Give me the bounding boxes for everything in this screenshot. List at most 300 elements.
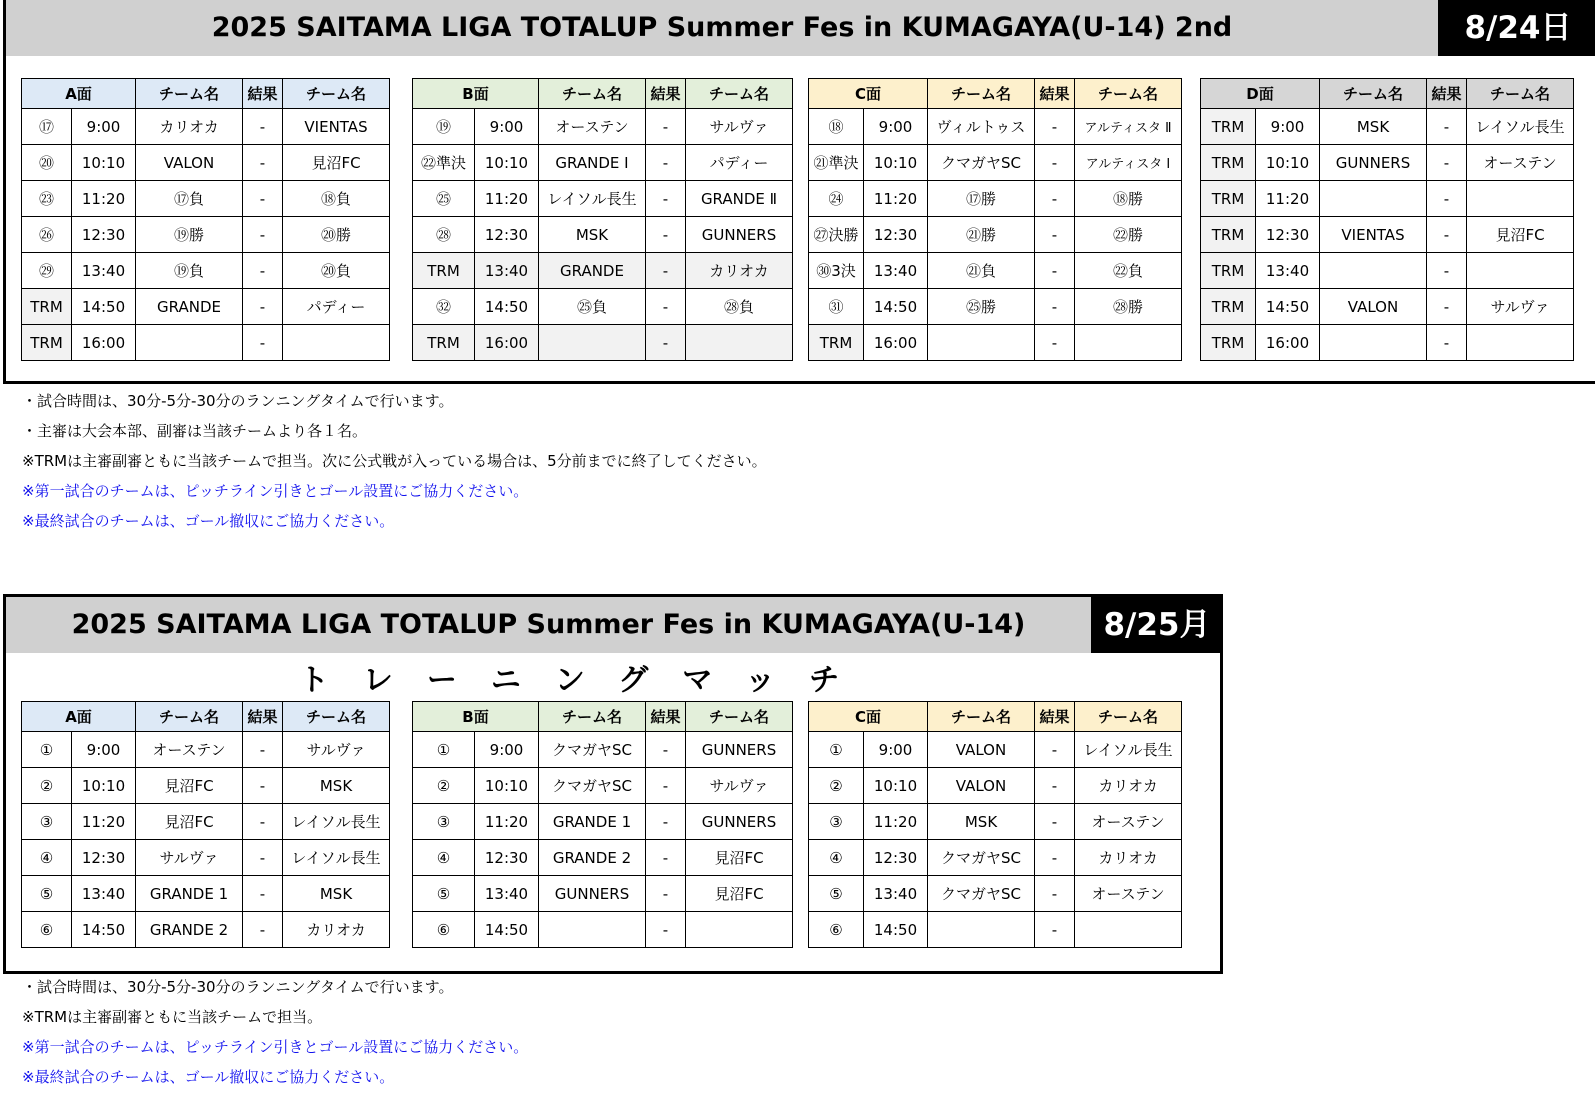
result: - xyxy=(1427,145,1467,181)
home-team xyxy=(1320,325,1427,361)
kickoff-time: 9:00 xyxy=(72,109,136,145)
away-team: サルヴァ xyxy=(1467,289,1574,325)
result: - xyxy=(1427,253,1467,289)
kickoff-time: 11:20 xyxy=(864,181,928,217)
note-line: ※TRMは主審副審ともに当該チームで担当。次に公式戦が入っている場合は、5分前までに終了してください。 xyxy=(22,452,767,470)
away-team: 見沼FC xyxy=(686,840,793,876)
home-team xyxy=(539,325,646,361)
team-header: チーム名 xyxy=(928,79,1035,109)
kickoff-time: 16:00 xyxy=(72,325,136,361)
result: - xyxy=(1035,145,1075,181)
day2-court-2-table xyxy=(808,701,1182,948)
day1-panel xyxy=(3,0,1595,384)
table-row xyxy=(809,109,1182,145)
note-line: ※第一試合のチームは、ピッチライン引きとゴール設置にご協力ください。 xyxy=(22,482,529,500)
kickoff-time: 13:40 xyxy=(1256,253,1320,289)
home-team xyxy=(928,325,1035,361)
note-line: ・主審は大会本部、副審は当該チームより各１名。 xyxy=(22,422,368,440)
match-number: ㉔ xyxy=(809,181,864,217)
kickoff-time: 10:10 xyxy=(1256,145,1320,181)
kickoff-time: 16:00 xyxy=(475,325,539,361)
table-row xyxy=(809,732,1182,768)
away-team xyxy=(1075,325,1182,361)
home-team xyxy=(928,912,1035,948)
home-team: VALON xyxy=(928,732,1035,768)
away-team: カリオカ xyxy=(283,912,390,948)
day1-court-2-table xyxy=(808,78,1182,361)
home-team: ⑲勝 xyxy=(136,217,243,253)
table-row xyxy=(22,217,390,253)
home-team: GUNNERS xyxy=(539,876,646,912)
team-header: チーム名 xyxy=(539,79,646,109)
match-number: ㉓ xyxy=(22,181,72,217)
away-team: 見沼FC xyxy=(1467,217,1574,253)
day2-court-0-table xyxy=(21,701,390,948)
result: - xyxy=(1035,804,1075,840)
table-row xyxy=(809,876,1182,912)
kickoff-time: 12:30 xyxy=(475,217,539,253)
away-team xyxy=(283,325,390,361)
table-row xyxy=(809,768,1182,804)
day1-court-0-table xyxy=(21,78,390,361)
away-team: オーステン xyxy=(1467,145,1574,181)
kickoff-time: 10:10 xyxy=(72,145,136,181)
table-row xyxy=(809,289,1182,325)
kickoff-time: 14:50 xyxy=(864,289,928,325)
table-row xyxy=(22,325,390,361)
match-number: ㉑準決 xyxy=(809,145,864,181)
away-team: サルヴァ xyxy=(686,768,793,804)
away-team: カリオカ xyxy=(686,253,793,289)
kickoff-time: 14:50 xyxy=(864,912,928,948)
match-number: ⑤ xyxy=(413,876,475,912)
day2-date: 8/25月 xyxy=(1091,597,1223,653)
result: - xyxy=(646,181,686,217)
away-team xyxy=(686,325,793,361)
kickoff-time: 12:30 xyxy=(72,217,136,253)
note-line: ※最終試合のチームは、ゴール撤収にご協力ください。 xyxy=(22,1068,395,1086)
team-header: チーム名 xyxy=(539,702,646,732)
result-header: 結果 xyxy=(1427,79,1467,109)
result: - xyxy=(646,109,686,145)
team-header: チーム名 xyxy=(1075,702,1182,732)
table-row xyxy=(413,325,793,361)
table-row xyxy=(413,732,793,768)
result: - xyxy=(646,325,686,361)
table-row xyxy=(1201,109,1574,145)
table-row xyxy=(809,912,1182,948)
team-header: チーム名 xyxy=(1467,79,1574,109)
kickoff-time: 10:10 xyxy=(72,768,136,804)
day1-court-3-table xyxy=(1200,78,1574,361)
match-number: ㉖ xyxy=(22,217,72,253)
home-team: ⑰負 xyxy=(136,181,243,217)
home-team: VIENTAS xyxy=(1320,217,1427,253)
home-team: サルヴァ xyxy=(136,840,243,876)
court-name: C面 xyxy=(809,702,928,732)
result: - xyxy=(243,253,283,289)
away-team: ⑱負 xyxy=(283,181,390,217)
result: - xyxy=(243,732,283,768)
home-team: ㉕負 xyxy=(539,289,646,325)
kickoff-time: 14:50 xyxy=(72,912,136,948)
note-line: ・試合時間は、30分-5分-30分のランニングタイムで行います。 xyxy=(22,392,454,410)
table-row xyxy=(22,289,390,325)
table-row xyxy=(22,732,390,768)
away-team: カリオカ xyxy=(1075,768,1182,804)
court-name: A面 xyxy=(22,702,136,732)
kickoff-time: 13:40 xyxy=(72,253,136,289)
home-team: カリオカ xyxy=(136,109,243,145)
home-team: VALON xyxy=(136,145,243,181)
day1-title: 2025 SAITAMA LIGA TOTALUP Summer Fes in KUMAGAYA(U-14) 2nd xyxy=(211,12,1233,43)
team-header: チーム名 xyxy=(686,702,793,732)
result: - xyxy=(243,325,283,361)
away-team: ⑱勝 xyxy=(1075,181,1182,217)
kickoff-time: 16:00 xyxy=(864,325,928,361)
table-row xyxy=(1201,289,1574,325)
away-team: レイソル長生 xyxy=(1467,109,1574,145)
match-number: ⑳ xyxy=(22,145,72,181)
away-team: MSK xyxy=(283,876,390,912)
away-team: オーステン xyxy=(1075,804,1182,840)
kickoff-time: 10:10 xyxy=(475,768,539,804)
home-team: GRANDE 2 xyxy=(539,840,646,876)
table-row xyxy=(413,768,793,804)
table-row xyxy=(22,181,390,217)
result: - xyxy=(646,289,686,325)
table-row xyxy=(1201,217,1574,253)
day2-court-1-table xyxy=(412,701,793,948)
result: - xyxy=(1427,217,1467,253)
match-number: ① xyxy=(22,732,72,768)
home-team: クマガヤSC xyxy=(928,876,1035,912)
result: - xyxy=(243,289,283,325)
kickoff-time: 13:40 xyxy=(72,876,136,912)
kickoff-time: 12:30 xyxy=(864,217,928,253)
day2-title: 2025 SAITAMA LIGA TOTALUP Summer Fes in KUMAGAYA(U-14) xyxy=(71,609,1026,640)
home-team: 見沼FC xyxy=(136,768,243,804)
kickoff-time: 13:40 xyxy=(864,253,928,289)
table-row xyxy=(809,217,1182,253)
day2-title-bar xyxy=(6,597,1091,653)
home-team: MSK xyxy=(539,217,646,253)
result-header: 結果 xyxy=(646,702,686,732)
away-team: 見沼FC xyxy=(686,876,793,912)
home-team xyxy=(539,912,646,948)
away-team xyxy=(1467,181,1574,217)
kickoff-time: 10:10 xyxy=(864,145,928,181)
home-team: クマガヤSC xyxy=(539,732,646,768)
note-line: ※TRMは主審副審ともに当該チームで担当。 xyxy=(22,1008,323,1026)
result: - xyxy=(1035,768,1075,804)
kickoff-time: 12:30 xyxy=(72,840,136,876)
match-number: TRM xyxy=(22,325,72,361)
result: - xyxy=(646,732,686,768)
kickoff-time: 11:20 xyxy=(475,181,539,217)
match-number: ㉘ xyxy=(413,217,475,253)
kickoff-time: 13:40 xyxy=(475,876,539,912)
table-row xyxy=(22,912,390,948)
kickoff-time: 9:00 xyxy=(864,109,928,145)
kickoff-time: 9:00 xyxy=(72,732,136,768)
result: - xyxy=(243,876,283,912)
away-team: パディー xyxy=(283,289,390,325)
match-number: ② xyxy=(809,768,864,804)
result: - xyxy=(243,840,283,876)
away-team xyxy=(1467,325,1574,361)
kickoff-time: 14:50 xyxy=(475,912,539,948)
result: - xyxy=(1035,109,1075,145)
result: - xyxy=(646,804,686,840)
table-row xyxy=(809,145,1182,181)
away-team: アルティスタ Ⅱ xyxy=(1075,109,1182,145)
table-row xyxy=(413,912,793,948)
result: - xyxy=(1035,253,1075,289)
result: - xyxy=(1035,217,1075,253)
kickoff-time: 14:50 xyxy=(475,289,539,325)
match-number: ③ xyxy=(22,804,72,840)
table-row xyxy=(809,325,1182,361)
home-team: クマガヤSC xyxy=(928,840,1035,876)
table-row xyxy=(1201,325,1574,361)
match-number: ② xyxy=(413,768,475,804)
table-row xyxy=(1201,145,1574,181)
match-number: ④ xyxy=(809,840,864,876)
result: - xyxy=(646,912,686,948)
result: - xyxy=(646,840,686,876)
home-team xyxy=(1320,253,1427,289)
team-header: チーム名 xyxy=(928,702,1035,732)
table-row xyxy=(413,109,793,145)
table-row xyxy=(413,145,793,181)
result: - xyxy=(646,253,686,289)
result-header: 結果 xyxy=(1035,702,1075,732)
away-team: ㉒負 xyxy=(1075,253,1182,289)
match-number: TRM xyxy=(413,253,475,289)
away-team: パディー xyxy=(686,145,793,181)
match-number: ⑲ xyxy=(413,109,475,145)
result: - xyxy=(243,912,283,948)
team-header: チーム名 xyxy=(283,79,390,109)
court-name: B面 xyxy=(413,79,539,109)
away-team xyxy=(1075,912,1182,948)
result: - xyxy=(1427,109,1467,145)
table-row xyxy=(413,876,793,912)
kickoff-time: 11:20 xyxy=(1256,181,1320,217)
home-team: GRANDE 1 xyxy=(539,804,646,840)
home-team: オーステン xyxy=(539,109,646,145)
away-team: GUNNERS xyxy=(686,732,793,768)
table-row xyxy=(413,840,793,876)
home-team: ⑰勝 xyxy=(928,181,1035,217)
match-number: ㉛ xyxy=(809,289,864,325)
kickoff-time: 11:20 xyxy=(72,181,136,217)
result: - xyxy=(1427,289,1467,325)
match-number: ① xyxy=(413,732,475,768)
table-row xyxy=(413,253,793,289)
away-team: VIENTAS xyxy=(283,109,390,145)
table-row xyxy=(809,840,1182,876)
table-row xyxy=(413,289,793,325)
home-team: レイソル長生 xyxy=(539,181,646,217)
kickoff-time: 10:10 xyxy=(864,768,928,804)
court-name: D面 xyxy=(1201,79,1320,109)
home-team: VALON xyxy=(1320,289,1427,325)
home-team: MSK xyxy=(1320,109,1427,145)
result: - xyxy=(243,109,283,145)
team-header: チーム名 xyxy=(136,702,243,732)
kickoff-time: 9:00 xyxy=(864,732,928,768)
home-team: 見沼FC xyxy=(136,804,243,840)
match-number: ㉜ xyxy=(413,289,475,325)
away-team: 見沼FC xyxy=(283,145,390,181)
day2-notes xyxy=(22,972,528,1092)
result: - xyxy=(243,804,283,840)
match-number: ⑱ xyxy=(809,109,864,145)
away-team: レイソル長生 xyxy=(1075,732,1182,768)
day1-notes xyxy=(22,386,767,536)
result: - xyxy=(243,768,283,804)
home-team: GRANDE 1 xyxy=(136,876,243,912)
match-number: ⑥ xyxy=(809,912,864,948)
match-number: ⑥ xyxy=(413,912,475,948)
result-header: 結果 xyxy=(1035,79,1075,109)
day2-panel xyxy=(3,594,1223,974)
table-row xyxy=(809,253,1182,289)
kickoff-time: 14:50 xyxy=(72,289,136,325)
away-team: ⑳勝 xyxy=(283,217,390,253)
kickoff-time: 11:20 xyxy=(864,804,928,840)
kickoff-time: 9:00 xyxy=(475,732,539,768)
match-number: ④ xyxy=(22,840,72,876)
team-header: チーム名 xyxy=(283,702,390,732)
training-match-heading: トレーニングマッチ xyxy=(298,663,874,698)
match-number: ① xyxy=(809,732,864,768)
home-team: クマガヤSC xyxy=(539,768,646,804)
match-number: TRM xyxy=(22,289,72,325)
court-name: A面 xyxy=(22,79,136,109)
home-team: ⑲負 xyxy=(136,253,243,289)
table-row xyxy=(809,804,1182,840)
kickoff-time: 12:30 xyxy=(475,840,539,876)
match-number: ㉒準決 xyxy=(413,145,475,181)
table-row xyxy=(22,804,390,840)
home-team: ㉑負 xyxy=(928,253,1035,289)
match-number: ⑤ xyxy=(809,876,864,912)
match-number: ② xyxy=(22,768,72,804)
away-team: ⑳負 xyxy=(283,253,390,289)
table-row xyxy=(22,876,390,912)
away-team: アルティスタ Ⅰ xyxy=(1075,145,1182,181)
table-row xyxy=(413,217,793,253)
away-team: ㉘負 xyxy=(686,289,793,325)
away-team: レイソル長生 xyxy=(283,804,390,840)
table-row xyxy=(22,109,390,145)
table-row xyxy=(1201,253,1574,289)
home-team: オーステン xyxy=(136,732,243,768)
home-team: ヴィルトゥス xyxy=(928,109,1035,145)
result: - xyxy=(1035,732,1075,768)
kickoff-time: 16:00 xyxy=(1256,325,1320,361)
match-number: ⑤ xyxy=(22,876,72,912)
result: - xyxy=(1035,325,1075,361)
home-team: GRANDE xyxy=(539,253,646,289)
away-team: サルヴァ xyxy=(283,732,390,768)
match-number: TRM xyxy=(1201,109,1256,145)
result: - xyxy=(1035,876,1075,912)
away-team: GUNNERS xyxy=(686,804,793,840)
away-team: サルヴァ xyxy=(686,109,793,145)
result: - xyxy=(243,181,283,217)
match-number: TRM xyxy=(1201,289,1256,325)
result: - xyxy=(646,217,686,253)
away-team: ㉒勝 xyxy=(1075,217,1182,253)
match-number: ㉙ xyxy=(22,253,72,289)
match-number: TRM xyxy=(1201,145,1256,181)
result: - xyxy=(1035,912,1075,948)
team-header: チーム名 xyxy=(136,79,243,109)
match-number: TRM xyxy=(1201,181,1256,217)
kickoff-time: 9:00 xyxy=(475,109,539,145)
home-team xyxy=(1320,181,1427,217)
home-team: GRANDE Ⅰ xyxy=(539,145,646,181)
kickoff-time: 14:50 xyxy=(1256,289,1320,325)
result: - xyxy=(646,768,686,804)
kickoff-time: 13:40 xyxy=(864,876,928,912)
result: - xyxy=(243,217,283,253)
table-row xyxy=(22,145,390,181)
match-number: TRM xyxy=(1201,253,1256,289)
result: - xyxy=(646,145,686,181)
result: - xyxy=(1427,181,1467,217)
note-line: ※最終試合のチームは、ゴール撤収にご協力ください。 xyxy=(22,512,395,530)
table-row xyxy=(22,253,390,289)
kickoff-time: 11:20 xyxy=(72,804,136,840)
result: - xyxy=(1035,840,1075,876)
kickoff-time: 13:40 xyxy=(475,253,539,289)
result-header: 結果 xyxy=(243,702,283,732)
home-team: VALON xyxy=(928,768,1035,804)
match-number: ⑰ xyxy=(22,109,72,145)
away-team: ㉘勝 xyxy=(1075,289,1182,325)
result: - xyxy=(243,145,283,181)
team-header: チーム名 xyxy=(686,79,793,109)
match-number: TRM xyxy=(1201,217,1256,253)
away-team: レイソル長生 xyxy=(283,840,390,876)
table-row xyxy=(1201,181,1574,217)
team-header: チーム名 xyxy=(1320,79,1427,109)
home-team: GRANDE 2 xyxy=(136,912,243,948)
away-team xyxy=(686,912,793,948)
court-name: B面 xyxy=(413,702,539,732)
match-number: TRM xyxy=(413,325,475,361)
kickoff-time: 12:30 xyxy=(864,840,928,876)
kickoff-time: 12:30 xyxy=(1256,217,1320,253)
home-team: GRANDE xyxy=(136,289,243,325)
table-row xyxy=(809,181,1182,217)
result: - xyxy=(1427,325,1467,361)
home-team: ㉑勝 xyxy=(928,217,1035,253)
match-number: TRM xyxy=(1201,325,1256,361)
table-row xyxy=(413,181,793,217)
kickoff-time: 11:20 xyxy=(475,804,539,840)
team-header: チーム名 xyxy=(1075,79,1182,109)
day1-court-1-table xyxy=(412,78,793,361)
court-name: C面 xyxy=(809,79,928,109)
match-number: ㉚3決 xyxy=(809,253,864,289)
away-team: オーステン xyxy=(1075,876,1182,912)
